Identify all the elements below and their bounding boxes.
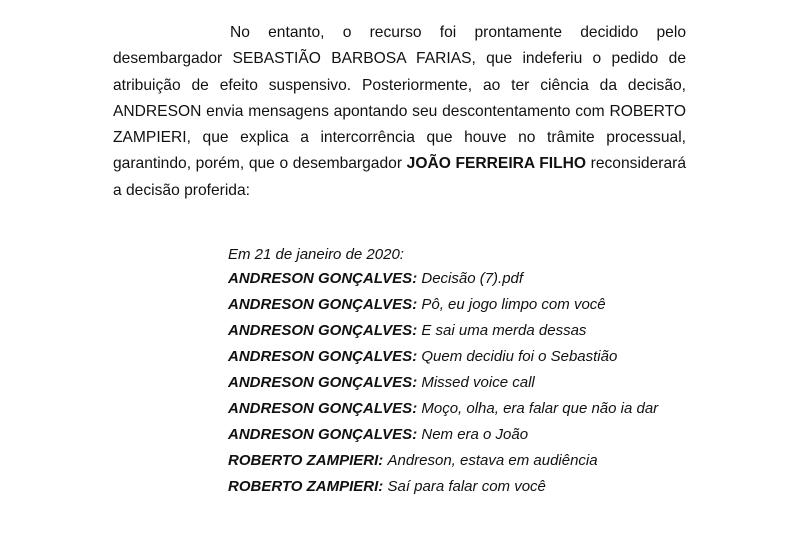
chat-message (228, 269, 688, 289)
chat-message (228, 373, 688, 393)
message-text: Decisão (7).pdf (421, 270, 524, 287)
message-sender: ROBERTO ZAMPIERI: (228, 478, 384, 495)
message-text: Pô, eu jogo limpo com você (421, 296, 606, 313)
chat-date: Em 21 de janeiro de 2020: (228, 246, 404, 263)
message-text: Nem era o João (421, 426, 529, 443)
chat-message (228, 425, 688, 445)
paragraph-text-part2: reconsiderará a decisão proferida: (113, 155, 686, 199)
paragraph-text-part1: No entanto, o recurso foi prontamente decidido pelo desembargador SEBASTIÃO BARBOSA FARIAS, que indeferiu o pedido de atribuição de efeito suspensivo. Posteriormente, ao ter ciência da decisão, ANDRESON envia mensagens apontando seu descontentamento com ROBERTO ZAMPIERI, que explica a intercorrência que houve no trâmite processual, garantindo, porém, que o desembargador (113, 24, 686, 173)
chat-message (228, 321, 688, 341)
message-sender: ANDRESON GONÇALVES: (228, 348, 418, 365)
message-text: Andreson, estava em audiência (387, 452, 598, 469)
message-sender: ROBERTO ZAMPIERI: (228, 452, 384, 469)
message-sender: ANDRESON GONÇALVES: (228, 426, 418, 443)
chat-message (228, 477, 688, 497)
message-sender: ANDRESON GONÇALVES: (228, 322, 418, 339)
chat-message (228, 451, 688, 471)
chat-message (228, 295, 688, 315)
message-sender: ANDRESON GONÇALVES: (228, 400, 418, 417)
message-sender: ANDRESON GONÇALVES: (228, 296, 418, 313)
paragraph-bold-name: JOÃO FERREIRA FILHO (406, 155, 587, 173)
message-text: Moço, olha, era falar que não ia dar (421, 400, 659, 417)
message-text: Missed voice call (421, 374, 535, 391)
chat-message (228, 399, 688, 419)
message-text: Saí para falar com você (387, 478, 546, 495)
message-text: E sai uma merda dessas (421, 322, 587, 339)
body-paragraph (113, 20, 686, 204)
chat-transcript (228, 244, 688, 503)
message-text: Quem decidiu foi o Sebastião (421, 348, 618, 365)
chat-message (228, 347, 688, 367)
message-sender: ANDRESON GONÇALVES: (228, 270, 418, 287)
message-sender: ANDRESON GONÇALVES: (228, 374, 418, 391)
